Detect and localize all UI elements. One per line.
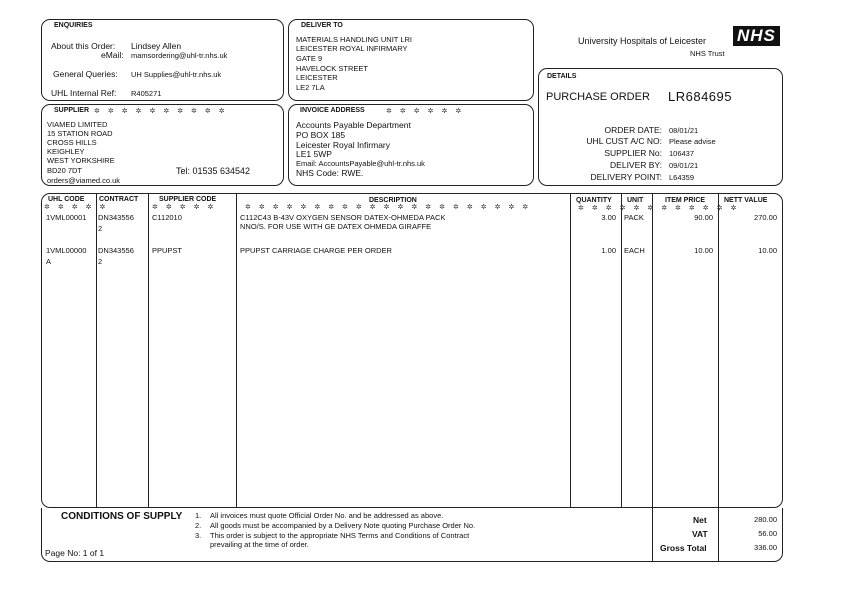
invoice-title-dots: ✲✲✲✲✲✲ xyxy=(386,108,470,115)
po-label: PURCHASE ORDER xyxy=(546,91,650,103)
details-title: DETAILS xyxy=(547,73,577,80)
po-number: LR684695 xyxy=(668,89,732,104)
deliver-line: GATE 9 xyxy=(296,54,323,63)
th-uhl-code: UHL CODE xyxy=(48,196,85,203)
row1-uhl-code: 1VML00001 xyxy=(46,213,87,222)
items-table xyxy=(41,193,783,508)
col-divider xyxy=(652,193,653,508)
row2-supplier-code: PPUPST xyxy=(152,246,183,255)
deliver-to-title: DELIVER TO xyxy=(301,22,343,29)
supplier-line: KEIGHLEY xyxy=(47,147,85,156)
deliver-line: HAVELOCK STREET xyxy=(296,64,368,73)
net-value: 280.00 xyxy=(754,515,777,524)
th-description: DESCRIPTION xyxy=(369,197,417,204)
internal-ref-value: R405271 xyxy=(131,89,162,98)
condition-text: prevailing at the time of order. xyxy=(210,540,309,549)
invoice-line: LE1 5WP xyxy=(296,149,332,159)
deliver-line: MATERIALS HANDLING UNIT LRI xyxy=(296,35,412,44)
col-divider xyxy=(718,193,719,508)
deliver-line: LEICESTER ROYAL INFIRMARY xyxy=(296,44,408,53)
gross-value: 336.00 xyxy=(754,543,777,552)
supplier-tel: Tel: 01535 634542 xyxy=(176,166,251,176)
supplier-email[interactable]: orders@viamed.co.uk xyxy=(47,176,121,185)
deliver-by-label: DELIVER BY: xyxy=(610,160,662,170)
row1-quantity: 3.00 xyxy=(601,213,616,222)
row1-desc-2: NNO/S. FOR USE WITH GE DATEX OHMEDA GIRAFFE xyxy=(240,222,432,231)
header-dots: ✲✲✲✲✲ xyxy=(152,204,222,211)
deliver-by-value: 09/01/21 xyxy=(669,161,699,170)
th-quantity: QUANTITY xyxy=(576,197,612,204)
row1-nett-value: 270.00 xyxy=(754,213,777,222)
invoice-line: NHS Code: RWE. xyxy=(296,168,364,178)
row2-uhl-code: 1VML00000 xyxy=(46,246,87,255)
supplier-no-label: SUPPLIER No: xyxy=(604,148,662,158)
th-nett-value: NETT VALUE xyxy=(724,197,768,204)
totals-divider xyxy=(718,508,719,562)
page-number: Page No: 1 of 1 xyxy=(45,548,105,558)
row1-contract-2: 2 xyxy=(98,224,103,233)
conditions-title: CONDITIONS OF SUPPLY xyxy=(61,511,183,522)
cust-ac-value: Please advise xyxy=(669,137,716,146)
delivery-point-label: DELIVERY POINT: xyxy=(590,172,662,182)
row2-quantity: 1.00 xyxy=(601,246,616,255)
internal-ref-label: UHL Internal Ref: xyxy=(51,88,117,98)
condition-text: All goods must be accompanied by a Delivery Note quoting Purchase Order No. xyxy=(210,521,476,530)
col-divider xyxy=(570,193,571,508)
supplier-line: VIAMED LIMITED xyxy=(47,120,108,129)
row2-nett-value: 10.00 xyxy=(758,246,777,255)
email-label: eMail: xyxy=(101,50,124,60)
col-divider xyxy=(96,193,97,508)
vat-label: VAT xyxy=(692,529,708,539)
row1-unit: PACK xyxy=(624,213,644,222)
row2-unit: EACH xyxy=(624,246,645,255)
condition-num: 2. xyxy=(195,521,202,530)
col-divider xyxy=(148,193,149,508)
supplier-line: WEST YORKSHIRE xyxy=(47,156,115,165)
invoice-line: Email: AccountsPayable@uhl-tr.nhs.uk xyxy=(296,159,425,168)
invoice-line: Leicester Royal Infirmary xyxy=(296,140,391,150)
row2-contract-2: 2 xyxy=(98,257,103,266)
about-order-name: Lindsey Allen xyxy=(131,41,182,51)
row1-desc-1: C112C43 B-43V OXYGEN SENSOR DATEX-OHMEDA PACK xyxy=(240,213,446,222)
enquiries-title: ENQUIRIES xyxy=(54,22,93,29)
org-name: University Hospitals of Leicester xyxy=(578,36,707,46)
order-date-value: 08/01/21 xyxy=(669,126,699,135)
supplier-no-value: 106437 xyxy=(669,149,695,158)
row2-contract: DN343556 xyxy=(98,246,134,255)
general-queries-value: UH Supplies@uhl-tr.nhs.uk xyxy=(131,70,222,79)
condition-text: All invoices must quote Official Order No. and be addressed as above. xyxy=(210,511,444,520)
nhs-logo: NHS xyxy=(733,26,780,46)
row1-contract: DN343556 xyxy=(98,213,134,222)
condition-num: 1. xyxy=(195,511,202,520)
row1-item-price: 90.00 xyxy=(694,213,713,222)
condition-num: 3. xyxy=(195,531,202,540)
cust-ac-label: UHL CUST A/C NO: xyxy=(586,136,662,146)
row2-item-price: 10.00 xyxy=(694,246,713,255)
invoice-line: Accounts Payable Department xyxy=(296,120,411,130)
delivery-point-value: L64359 xyxy=(669,173,695,182)
supplier-line: 15 STATION ROAD xyxy=(47,129,113,138)
deliver-line: LE2 7LA xyxy=(296,83,325,92)
header-dots: ✲✲✲✲✲✲✲✲✲✲✲✲ xyxy=(578,205,745,212)
totals-divider xyxy=(652,508,653,562)
email-value: mamsordering@uhl-tr.nhs.uk xyxy=(131,51,228,60)
invoice-title: INVOICE ADDRESS xyxy=(300,107,365,114)
deliver-line: LEICESTER xyxy=(296,73,338,82)
row2-desc-1: PPUPST CARRIAGE CHARGE PER ORDER xyxy=(240,246,392,255)
vat-value: 56.00 xyxy=(758,529,777,538)
net-label: Net xyxy=(693,515,707,525)
about-order-label: About this Order: xyxy=(51,41,116,51)
org-sub: NHS Trust xyxy=(690,49,725,58)
supplier-title: SUPPLIER xyxy=(54,107,90,114)
col-divider xyxy=(621,193,622,508)
row1-supplier-code: C112010 xyxy=(152,213,182,222)
supplier-line: CROSS HILLS xyxy=(47,138,97,147)
gross-label: Gross Total xyxy=(660,543,707,553)
invoice-line: PO BOX 185 xyxy=(296,130,346,140)
deliver-to-box xyxy=(288,19,534,101)
th-unit: UNIT xyxy=(627,197,644,204)
general-queries-label: General Queries: xyxy=(53,69,118,79)
supplier-line: BD20 7DT xyxy=(47,166,83,175)
col-divider xyxy=(236,193,237,508)
condition-text: This order is subject to the appropriate NHS Terms and Conditions of Contract xyxy=(210,531,470,540)
th-supplier-code: SUPPLIER CODE xyxy=(159,196,217,203)
supplier-title-dots: ✲✲✲✲✲✲✲✲✲✲ xyxy=(94,108,233,115)
th-item-price: ITEM PRICE xyxy=(665,197,706,204)
row2-uhl-code-2: A xyxy=(46,257,52,266)
order-date-label: ORDER DATE: xyxy=(604,125,662,135)
header-dots: ✲✲✲✲✲✲✲✲✲✲✲✲✲✲✲✲✲✲✲✲✲ xyxy=(245,204,537,211)
header-dots: ✲✲✲✲✲ xyxy=(44,204,114,211)
th-contract: CONTRACT xyxy=(99,196,139,203)
